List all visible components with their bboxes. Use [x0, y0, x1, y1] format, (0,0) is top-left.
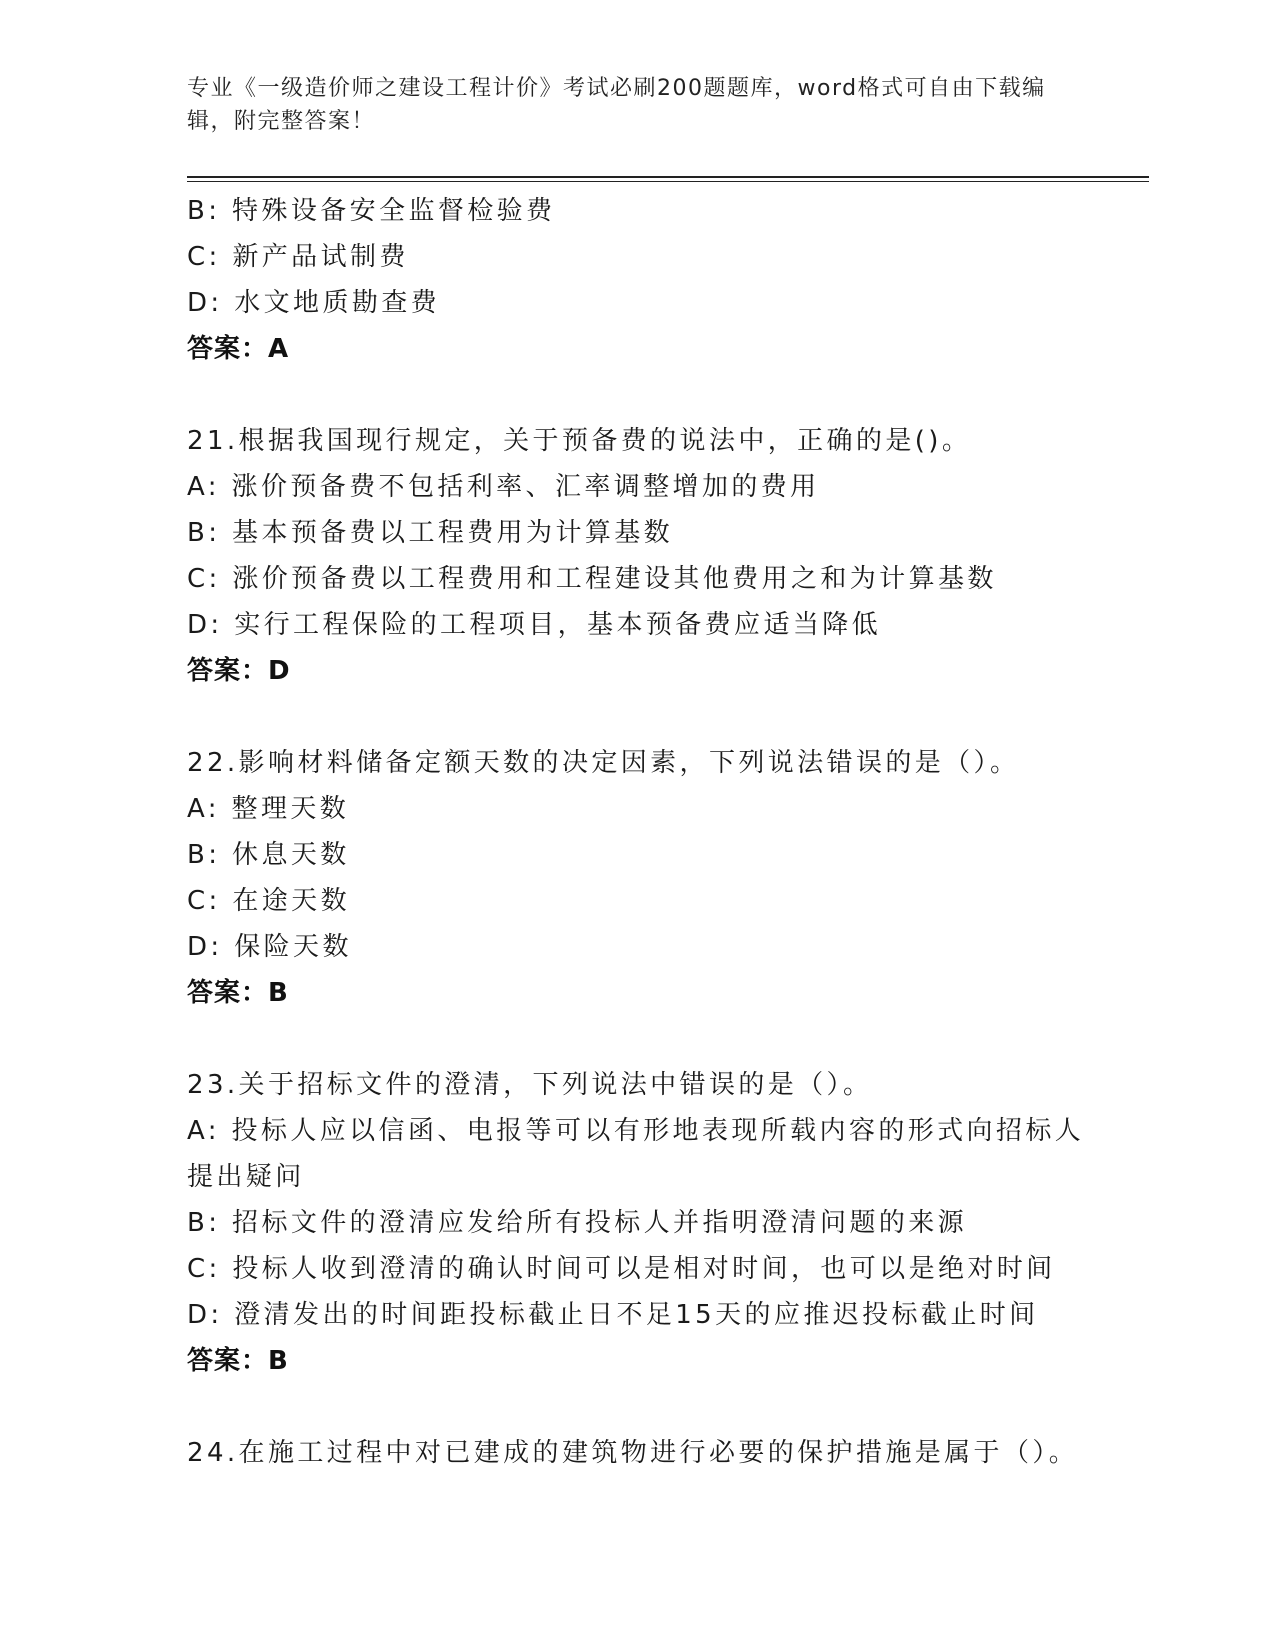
option-a: A: 投标人应以信函、电报等可以有形地表现所载内容的形式向招标人提出疑问 [187, 1116, 1085, 1192]
question-22 [187, 740, 1087, 1016]
option-b: B: 休息天数 [187, 840, 350, 870]
option-d: D: 澄清发出的时间距投标截止日不足15天的应推迟投标截止时间 [187, 1300, 1039, 1330]
option-d: D: 水文地质勘查费 [187, 288, 441, 318]
option-d: D: 保险天数 [187, 932, 352, 962]
question-21 [187, 418, 1087, 694]
answer: 答案：B [187, 1346, 289, 1376]
header-rule-thin [187, 181, 1149, 182]
header-rule-thick [187, 176, 1149, 178]
spacer [187, 694, 1087, 740]
option-c: C: 新产品试制费 [187, 242, 409, 272]
answer: 答案：D [187, 656, 291, 686]
option-a: A: 涨价预备费不包括利率、汇率调整增加的费用 [187, 472, 820, 502]
option-d: D: 实行工程保险的工程项目，基本预备费应适当降低 [187, 610, 882, 640]
option-b: B: 特殊设备安全监督检验费 [187, 196, 556, 226]
question-23 [187, 1062, 1087, 1384]
spacer [187, 1384, 1087, 1430]
option-b: B: 招标文件的澄清应发给所有投标人并指明澄清问题的来源 [187, 1208, 968, 1238]
option-c: C: 在途天数 [187, 886, 350, 916]
question-stem: 21.根据我国现行规定，关于预备费的说法中，正确的是()。 [187, 426, 972, 456]
answer: 答案：A [187, 334, 290, 364]
question-stem: 24.在施工过程中对已建成的建筑物进行必要的保护措施是属于（）。 [187, 1438, 1079, 1468]
question-stem: 23.关于招标文件的澄清，下列说法中错误的是（）。 [187, 1070, 873, 1100]
spacer [187, 1016, 1087, 1062]
answer: 答案：B [187, 978, 289, 1008]
question-20-tail [187, 188, 1087, 372]
option-a: A: 整理天数 [187, 794, 350, 824]
option-c: C: 投标人收到澄清的确认时间可以是相对时间，也可以是绝对时间 [187, 1254, 1056, 1284]
question-list [187, 188, 1087, 1476]
question-stem: 22.影响材料储备定额天数的决定因素，下列说法错误的是（）。 [187, 748, 1020, 778]
option-b: B: 基本预备费以工程费用为计算基数 [187, 518, 674, 548]
option-c: C: 涨价预备费以工程费用和工程建设其他费用之和为计算基数 [187, 564, 997, 594]
question-24 [187, 1430, 1087, 1476]
page-header: 专业《一级造价师之建设工程计价》考试必刷200题题库，word格式可自由下载编辑，附完整答案！ [187, 76, 1046, 134]
spacer [187, 372, 1087, 418]
